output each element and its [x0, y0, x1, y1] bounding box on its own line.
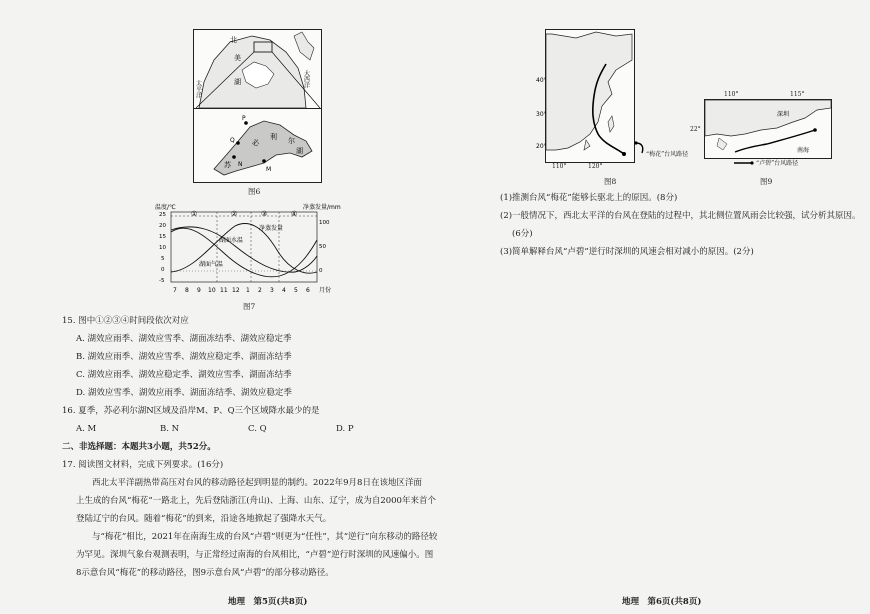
fig7-yl-tick: 15	[159, 234, 166, 240]
fig9-label-nanhai: 南海	[797, 147, 810, 154]
fig7-water-temp-curve	[171, 227, 317, 272]
q17-sub2: (2)一般情况下，西北太平洋的台风在登陆的过程中，其北侧位置风雨会比较强，试分析其原因。	[500, 211, 861, 221]
q15-option-a: A. 湖效应雨季、湖效应雪季、湖面冻结季、湖效应稳定季	[76, 334, 292, 344]
fig6-point-n: N	[238, 161, 243, 168]
q16-option-d: D. P	[336, 424, 354, 434]
fig8-legend	[634, 141, 689, 163]
q16-option-c: C. Q	[248, 424, 267, 434]
fig9-map	[704, 99, 832, 159]
fig7-x-unit: 月份	[319, 287, 332, 294]
fig6-bottom-map	[193, 108, 322, 183]
fig7-period-3: ③	[261, 210, 268, 218]
fig8-legend-label: “梅花”台风路径	[646, 151, 689, 158]
fig7-yr-tick: 100	[319, 220, 330, 226]
q15-stem: 15. 图中①②③④时间段依次对应	[62, 316, 189, 326]
fig7-evap-curve	[171, 223, 317, 273]
fig9-legend-label: “卢碧”台风路径	[756, 160, 799, 167]
fig6-label-hu: 湖	[234, 78, 241, 86]
fig6-label-atlantic: 大西洋	[302, 70, 310, 88]
fig6-label-north: 北	[230, 36, 237, 44]
fig7-label-air: 湖面气温	[199, 261, 224, 268]
fig7-yl-tick: -5	[159, 278, 165, 284]
page-footer-right: 地理 第6页(共8页)	[622, 597, 702, 607]
fig7-label-water: 湖面水温	[219, 237, 244, 244]
q15-option-d: D. 湖效应雪季、湖效应雨季、湖面冻结季、湖效应稳定季	[76, 388, 292, 398]
fig9-caption: 图9	[760, 177, 773, 186]
q17-sub3: (3)简单解释台风“卢碧”逆行时深圳的风速会相对减小的原因。(2分)	[500, 247, 754, 257]
fig7-period-2: ②	[231, 210, 238, 218]
fig8-lat-30: 30°	[536, 111, 547, 118]
fig6-lake-hu: 湖	[296, 147, 303, 155]
section-2-heading: 二、非选择题：本题共3小题，共52分。	[62, 442, 216, 452]
q17-para1-line3: 登陆辽宁的台风。随着“梅花”的到来，沿途各地掀起了强降水天气。	[76, 514, 332, 524]
fig7-x-tick: 5	[294, 287, 298, 294]
fig9-legend	[732, 158, 822, 170]
fig7-yr-tick: 0	[319, 268, 323, 274]
fig6-lake-su: 苏	[224, 161, 231, 169]
fig7-yl-tick: 25	[159, 212, 166, 218]
fig8-map	[536, 29, 635, 163]
fig7-x-tick: 9	[197, 287, 201, 294]
q16-option-b: B. N	[160, 424, 180, 434]
q17-para2-line2: 为罕见。深圳气象台观测表明，与正常经过南海的台风相比，“卢碧”逆行时深圳的风速偏小。图	[76, 550, 434, 560]
fig7-period-1: ①	[191, 210, 198, 218]
fig7-x-tick: 11	[220, 287, 228, 294]
q16-stem: 16. 夏季，苏必利尔湖N区域及沿岸M、P、Q三个区域降水最少的是	[62, 406, 320, 416]
fig6-lake-bi: 必	[252, 139, 259, 147]
q16-option-a: A. M	[76, 424, 97, 434]
fig7-x-tick: 10	[208, 287, 216, 294]
q17-stem: 17. 阅读图文材料，完成下列要求。(16分)	[62, 460, 224, 470]
fig7-yl-tick: 20	[159, 223, 166, 229]
fig9-lat-22: 22°	[690, 126, 701, 133]
fig9-label-shenzhen: 深圳	[777, 111, 790, 118]
fig6-point-q: Q	[230, 137, 235, 144]
fig7-x-tick: 1	[246, 287, 250, 294]
q17-sub2-points: (6分)	[512, 229, 533, 239]
q17-para2-line1: 与“梅花”相比，2021年在南海生成的台风“卢碧”则更为“任性”，其“逆行”向东移动的路径较	[92, 532, 438, 542]
q17-para1-line2: 上生成的台风“梅花”一路北上，先后登陆浙江(舟山)、上海、山东、辽宁，成为自2000年来首个	[76, 496, 436, 506]
fig7-label-evap: 净蒸发量	[259, 225, 284, 232]
fig7-yl-tick: 10	[159, 245, 166, 251]
fig6-caption: 图6	[248, 187, 261, 196]
fig9-lon-115: 115°	[790, 91, 805, 98]
fig7-x-tick: 7	[173, 287, 177, 294]
fig6-point-m: M	[266, 166, 272, 173]
fig8-caption: 图8	[604, 177, 617, 186]
fig8-lat-20: 20°	[536, 143, 547, 150]
q17-para2-line3: 8示意台风“梅花”的移动路径，图9示意台风“卢碧”的部分移动路径。	[76, 568, 334, 578]
q17-para1-line1: 西北太平洋副热带高压对台风的移动路径起到明显的制约。2022年9月8日在该地区洋面	[92, 478, 422, 488]
fig7-x-tick: 6	[306, 287, 310, 294]
fig6-label-mei: 美	[234, 54, 241, 62]
fig6-point-p: P	[242, 115, 246, 122]
fig7-yl-tick: 0	[161, 267, 165, 273]
fig7-period-4: ④	[291, 210, 298, 218]
fig8-lat-40: 40°	[536, 77, 547, 84]
fig7-x-tick: 12	[232, 287, 240, 294]
fig7-yr-tick: 50	[319, 244, 326, 250]
fig7-x-tick: 4	[282, 287, 286, 294]
fig7-caption: 图7	[243, 302, 256, 311]
q17-sub1: (1)推测台风“梅花”能够长驱北上的原因。(8分)	[500, 193, 678, 203]
fig7-y-right-title: 净蒸发量/mm	[303, 204, 341, 211]
fig8-lon-120: 120°	[588, 163, 603, 170]
fig6-top-map	[193, 29, 322, 109]
fig7-y-left-title: 温度/℃	[155, 204, 176, 211]
fig8-lon-110: 110°	[552, 163, 567, 170]
fig7-chart	[155, 200, 365, 298]
q15-option-b: B. 湖效应雨季、湖效应雪季、湖效应稳定季、湖面冻结季	[76, 352, 292, 362]
fig6-label-pacific: 太平洋	[194, 80, 202, 98]
fig7-x-tick: 3	[270, 287, 274, 294]
fig7-yl-tick: 5	[161, 256, 165, 262]
fig6-lake-er: 尔	[288, 137, 295, 145]
fig7-x-tick: 8	[185, 287, 189, 294]
fig9-lon-110: 110°	[724, 91, 739, 98]
q15-option-c: C. 湖效应雨季、湖效应稳定季、湖效应雪季、湖面冻结季	[76, 370, 292, 380]
fig6-lake-li: 利	[270, 133, 277, 141]
fig7-x-tick: 2	[258, 287, 262, 294]
page-footer-left: 地理 第5页(共8页)	[228, 597, 308, 607]
